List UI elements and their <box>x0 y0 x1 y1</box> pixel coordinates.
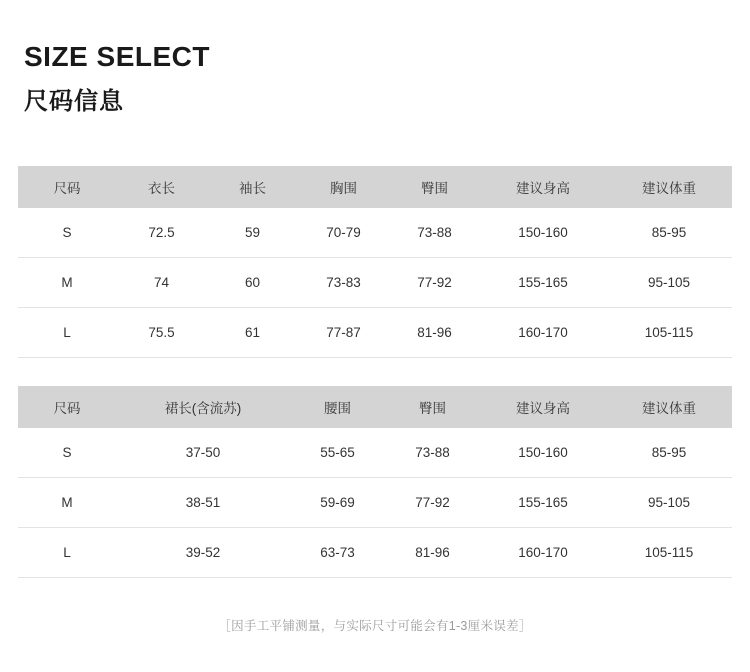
column-header-height: 建议身高 <box>480 166 606 208</box>
cell-sleeve: 59 <box>207 208 298 258</box>
cell-hip: 81-96 <box>385 528 480 578</box>
column-header-waist: 腰围 <box>290 386 385 428</box>
table-header-row <box>18 386 732 428</box>
top-size-table <box>18 166 732 358</box>
table-row <box>18 208 732 258</box>
table-row <box>18 528 732 578</box>
cell-size: S <box>18 428 116 478</box>
top-size-table-body <box>18 208 732 358</box>
cell-height: 150-160 <box>480 208 606 258</box>
column-header-length: 衣长 <box>116 166 207 208</box>
cell-waist: 59-69 <box>290 478 385 528</box>
cell-waist: 63-73 <box>290 528 385 578</box>
column-header-bust: 胸围 <box>298 166 389 208</box>
cell-height: 155-165 <box>480 478 606 528</box>
cell-bust: 70-79 <box>298 208 389 258</box>
column-header-size: 尺码 <box>18 166 116 208</box>
skirt-size-table-body <box>18 428 732 578</box>
cell-skirt-length: 39-52 <box>116 528 290 578</box>
page-title-english: SIZE SELECT <box>24 41 210 72</box>
column-header-sleeve: 袖长 <box>207 166 298 208</box>
cell-bust: 77-87 <box>298 308 389 358</box>
cell-size: L <box>18 528 116 578</box>
table-row <box>18 258 732 308</box>
spacer-above-first-table <box>0 116 750 166</box>
table-row <box>18 428 732 478</box>
column-header-height: 建议身高 <box>480 386 606 428</box>
cell-weight: 85-95 <box>606 428 732 478</box>
column-header-weight: 建议体重 <box>606 166 732 208</box>
column-header-skirt-length: 裙长(含流苏) <box>116 386 290 428</box>
cell-weight: 105-115 <box>606 308 732 358</box>
cell-length: 74 <box>116 258 207 308</box>
cell-size: M <box>18 478 116 528</box>
cell-length: 75.5 <box>116 308 207 358</box>
spacer-between-tables <box>0 358 750 386</box>
cell-sleeve: 60 <box>207 258 298 308</box>
cell-size: L <box>18 308 116 358</box>
cell-sleeve: 61 <box>207 308 298 358</box>
cell-skirt-length: 37-50 <box>116 428 290 478</box>
table-row <box>18 478 732 528</box>
top-size-table-wrapper <box>0 166 750 358</box>
skirt-size-table <box>18 386 732 578</box>
cell-skirt-length: 38-51 <box>116 478 290 528</box>
spacer-above-footnote <box>0 578 750 616</box>
column-header-hip: 臀围 <box>389 166 480 208</box>
cell-height: 160-170 <box>480 528 606 578</box>
cell-waist: 55-65 <box>290 428 385 478</box>
cell-weight: 95-105 <box>606 258 732 308</box>
table-row <box>18 308 732 358</box>
cell-height: 150-160 <box>480 428 606 478</box>
cell-hip: 73-88 <box>389 208 480 258</box>
column-header-hip: 臀围 <box>385 386 480 428</box>
page-title-chinese: 尺码信息 <box>24 87 124 115</box>
table-header-row <box>18 166 732 208</box>
cell-height: 155-165 <box>480 258 606 308</box>
cell-size: M <box>18 258 116 308</box>
cell-weight: 105-115 <box>606 528 732 578</box>
cell-hip: 77-92 <box>389 258 480 308</box>
cell-weight: 95-105 <box>606 478 732 528</box>
column-header-size: 尺码 <box>18 386 116 428</box>
cell-weight: 85-95 <box>606 208 732 258</box>
column-header-weight: 建议体重 <box>606 386 732 428</box>
cell-height: 160-170 <box>480 308 606 358</box>
cell-length: 72.5 <box>116 208 207 258</box>
cell-hip: 81-96 <box>389 308 480 358</box>
cell-hip: 73-88 <box>385 428 480 478</box>
measurement-disclaimer: ［因手工平铺测量，与实际尺寸可能会有1-3厘米误差］ <box>218 619 532 634</box>
skirt-size-table-head <box>18 386 732 428</box>
cell-bust: 73-83 <box>298 258 389 308</box>
skirt-size-table-wrapper <box>0 386 750 578</box>
cell-size: S <box>18 208 116 258</box>
page-heading <box>0 0 750 116</box>
cell-hip: 77-92 <box>385 478 480 528</box>
top-size-table-head <box>18 166 732 208</box>
